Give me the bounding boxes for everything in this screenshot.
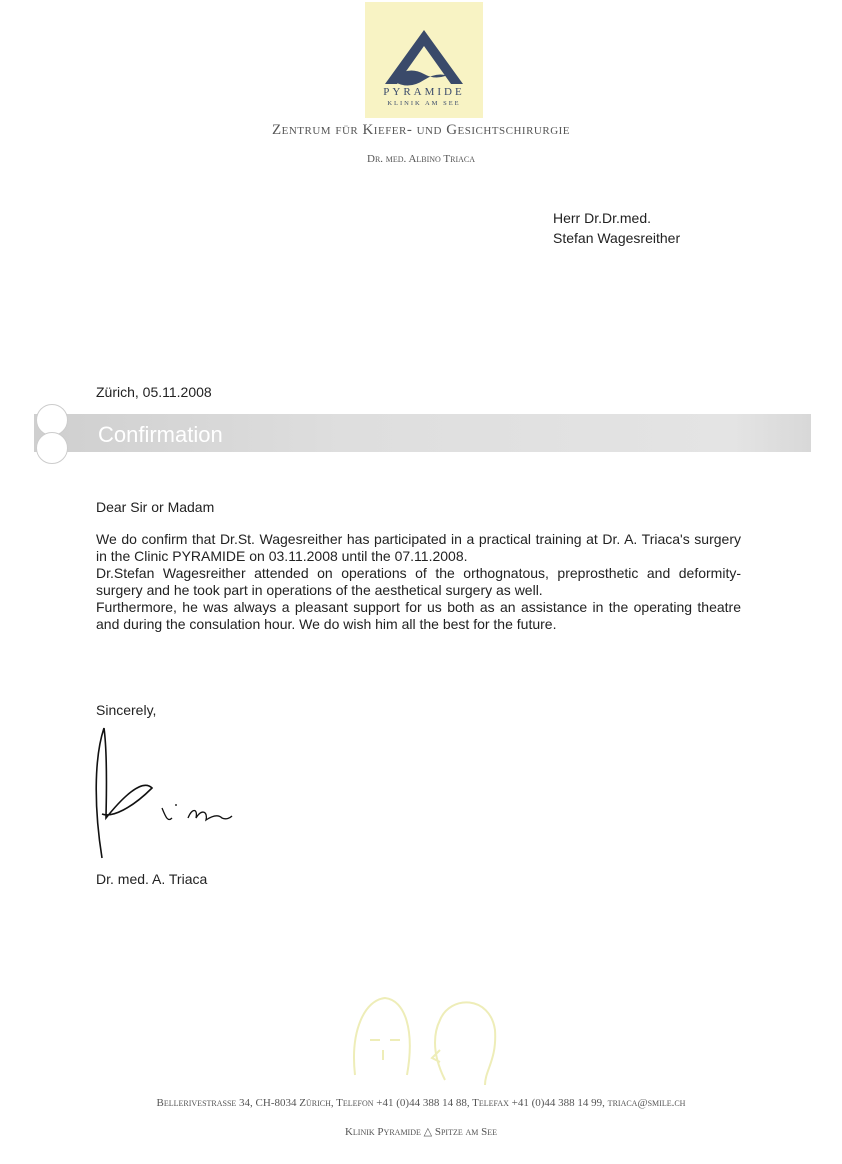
- banner-title: Confirmation: [98, 422, 223, 447]
- salutation: Dear Sir or Madam: [96, 499, 215, 515]
- signatory: Dr. med. A. Triaca: [96, 871, 208, 887]
- footer-tagline: Klinik Pyramide △ Spitze am See: [344, 1126, 498, 1138]
- clinic-logo: [365, 2, 483, 118]
- punch-hole: [36, 432, 68, 464]
- center-title: Zentrum für Kiefer- und Gesichtschirurgie: [271, 122, 571, 138]
- paragraph: Furthermore, he was always a pleasant support for us both as an assistance in the operating theatre and during the consulation hour. We do wish him all the best for the future.: [96, 599, 741, 632]
- date-line: Zürich, 05.11.2008: [96, 384, 212, 400]
- pyramid-logo-icon: [385, 30, 463, 86]
- paragraph: We do confirm that Dr.St. Wagesreither has participated in a practical training at Dr. A. Triaca's surgery in the Clinic PYRAMIDE on 03.11.2008 until the 07.11.2008.: [96, 531, 741, 564]
- paragraph: Dr.Stefan Wagesreither attended on operations of the orthognatous, preprosthetic and deformity-surgery and he took part in operations of the aesthetical surgery as well.: [96, 565, 741, 598]
- logo-subtitle: KLINIK AM SEE: [387, 100, 461, 107]
- recipient-address: [553, 208, 680, 248]
- recipient-line1: Herr Dr.Dr.med.: [553, 210, 652, 226]
- closing: Sincerely,: [96, 702, 157, 718]
- doctor-header: Dr. med. Albino Triaca: [367, 153, 475, 165]
- signature-icon: [92, 718, 252, 868]
- head-sketch-icon: [345, 990, 505, 1090]
- title-banner: [34, 414, 811, 452]
- recipient-line2: Stefan Wagesreither: [553, 230, 681, 246]
- letter-body: [96, 531, 741, 633]
- logo-name: PYRAMIDE: [383, 86, 465, 98]
- footer-address: Bellerivestrasse 34, CH-8034 Zürich, Telefon +41 (0)44 388 14 88, Telefax +41 (0)44 388 14 99, triaca@smile.ch: [156, 1097, 686, 1109]
